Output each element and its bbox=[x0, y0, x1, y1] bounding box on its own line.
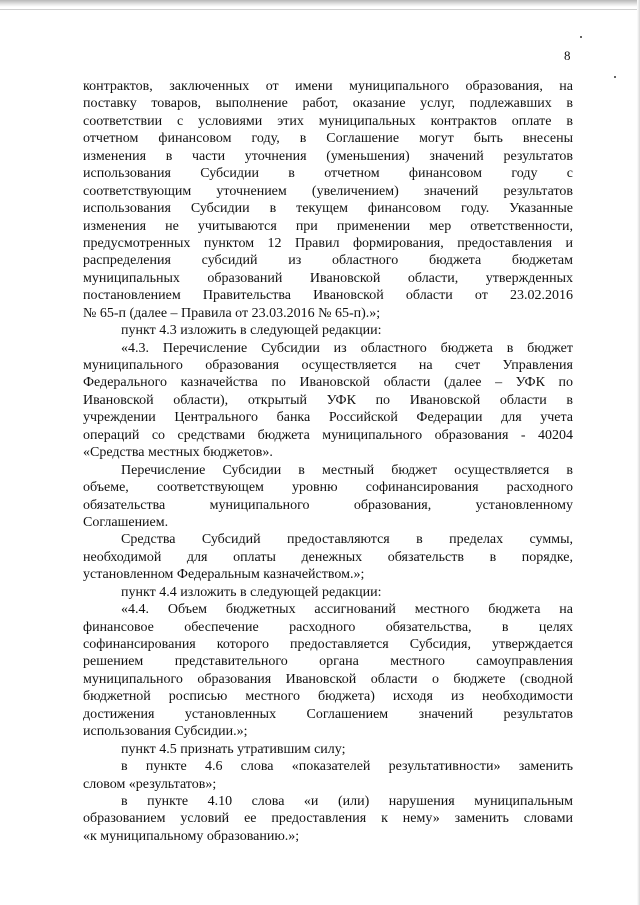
text-line: № 65-п (далее – Правила от 23.03.2016 № 65-п).»; bbox=[83, 305, 381, 321]
text-line: Соглашением. bbox=[83, 514, 169, 530]
text-line: софинансирования которого предоставляется Субсидия, утверждается bbox=[83, 637, 573, 652]
text-line: установленном Федеральным казначейством.»; bbox=[83, 567, 365, 583]
text-line: изменения в части уточнения (уменьшения) значений результатов bbox=[83, 148, 573, 164]
document-body bbox=[83, 78, 573, 845]
text-line: решением представительного органа местного самоуправления bbox=[83, 654, 573, 670]
text-line: использования Субсидии.»; bbox=[83, 724, 248, 740]
text-line: Ивановской области), открытый УФК по Ивановской области в bbox=[83, 392, 573, 408]
text-line: муниципального образования осуществляется на счет Управления bbox=[83, 358, 573, 373]
text-line: в пункте 4.6 слова «показателей результативности» заменить bbox=[121, 759, 573, 775]
text-line: использования Субсидии в текущем финансовом году. Указанные bbox=[83, 201, 573, 217]
text-line: соответствии с условиями этих муниципальных контрактов оплате в bbox=[83, 113, 573, 129]
page-number: 8 bbox=[564, 48, 571, 63]
text-line: изменения не учитываются при применении мер ответственности, bbox=[83, 218, 573, 234]
text-line: финансовое обеспечение расходного обязательства, в целях bbox=[83, 619, 573, 635]
text-line: поставку товаров, выполнение работ, оказание услуг, подлежавших в bbox=[83, 96, 573, 112]
scan-edge-top bbox=[0, 0, 640, 7]
text-line: объеме, соответствующем уровню софинансирования расходного bbox=[83, 480, 573, 496]
text-line: «4.3. Перечисление Субсидии из областного бюджета в бюджет bbox=[121, 340, 573, 356]
text-line: «Средства местных бюджетов». bbox=[83, 445, 273, 461]
text-line: «4.4. Объем бюджетных ассигнований местного бюджета на bbox=[121, 602, 573, 618]
text-line: использования Субсидии в отчетном финансовом году с bbox=[83, 166, 573, 182]
text-line: бюджетной росписью местного бюджета) исходя из необходимости bbox=[83, 689, 573, 705]
text-line: пункт 4.4 изложить в следующей редакции: bbox=[121, 584, 382, 600]
text-line: муниципального образования Ивановской области о бюджете (сводной bbox=[83, 671, 573, 687]
text-line: предусмотренных пунктом 12 Правил формирования, предоставления и bbox=[83, 235, 573, 251]
text-line: «к муниципальному образованию.»; bbox=[83, 828, 300, 844]
text-line: постановлением Правительства Ивановской области от 23.02.2016 bbox=[83, 288, 573, 304]
text-line: пункт 4.5 признать утратившим силу; bbox=[121, 741, 346, 757]
scan-speck bbox=[614, 76, 616, 78]
scan-speck bbox=[580, 36, 582, 38]
text-line: муниципальных образований Ивановской области, утвержденных bbox=[83, 270, 573, 286]
text-line: образованием условий ее предоставления к нему» заменить словами bbox=[83, 811, 573, 827]
text-line: в пункте 4.10 слова «и (или) нарушения муниципальным bbox=[121, 793, 573, 809]
text-line: достижения установленных Соглашением значений результатов bbox=[83, 706, 573, 722]
text-line: Федерального казначейства по Ивановской области (далее – УФК по bbox=[83, 375, 573, 391]
text-line: необходимой для оплаты денежных обязательств в порядке, bbox=[83, 549, 573, 565]
text-line: операций со средствами бюджета муниципального образования - 40204 bbox=[83, 427, 573, 443]
text-line: пункт 4.3 изложить в следующей редакции: bbox=[121, 323, 382, 339]
text-line: отчетном финансовом году, в Соглашение могут быть внесены bbox=[83, 131, 573, 147]
text-line: Перечисление Субсидии в местный бюджет осуществляется в bbox=[121, 462, 573, 478]
text-line: обязательства муниципального образования, установленному bbox=[83, 497, 573, 513]
text-line: Средства Субсидий предоставляются в пределах суммы, bbox=[121, 532, 573, 548]
text-line: соответствующим уточнением (увеличением) значений результатов bbox=[83, 183, 573, 199]
text-line: контрактов, заключенных от имени муниципального образования, на bbox=[83, 79, 573, 94]
text-line: учреждении Центрального банка Российской Федерации для учета bbox=[83, 410, 573, 426]
scan-line bbox=[0, 9, 640, 10]
text-line: словом «результатов»; bbox=[83, 776, 217, 792]
text-line: распределения субсидий из областного бюджета бюджетам bbox=[83, 253, 573, 269]
